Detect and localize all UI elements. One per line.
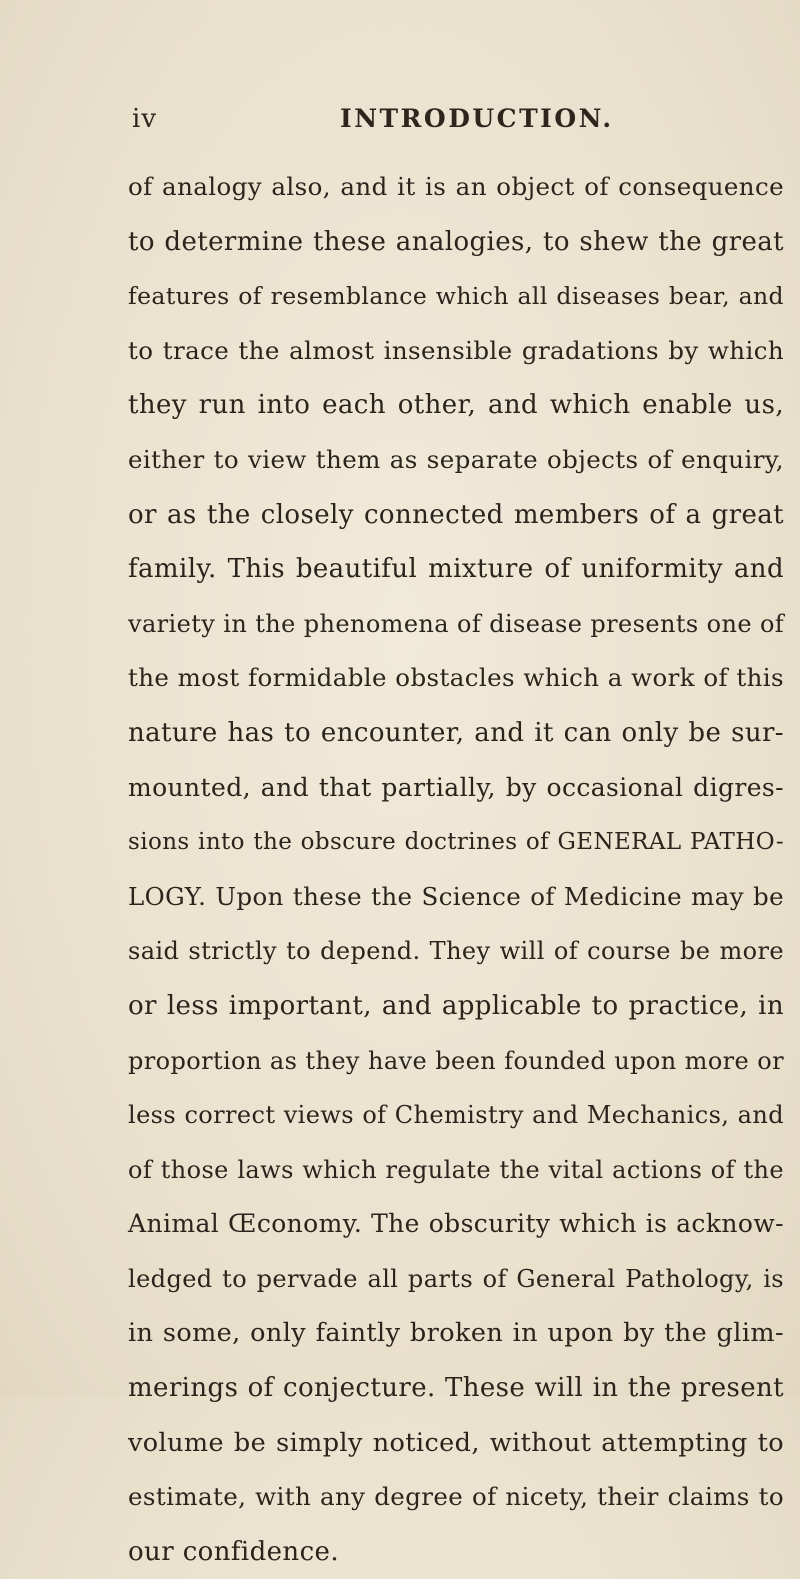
text-line: or less important, and applicable to practice, in xyxy=(128,990,784,1021)
page-number: iv xyxy=(132,104,158,134)
text-line: either to view them as separate objects of enquiry, xyxy=(128,444,784,474)
text-line: nature has to encounter, and it can only be sur- xyxy=(128,717,784,748)
text-line: to determine these analogies, to shew the great xyxy=(128,226,784,257)
text-line: of analogy also, and it is an object of consequence xyxy=(128,172,784,201)
text-line: of those laws which regulate the vital actions of the xyxy=(128,1155,784,1184)
text-line: the most formidable obstacles which a work of this xyxy=(128,663,784,693)
text-line: sions into the obscure doctrines of GENERAL PATHO- xyxy=(128,829,784,856)
running-head: INTRODUCTION. xyxy=(340,104,614,133)
text-line: said strictly to depend. They will of course be more xyxy=(128,937,784,966)
text-line: ledged to pervade all parts of General Pathology, is xyxy=(128,1264,784,1293)
text-line: less correct views of Chemistry and Mechanics, and xyxy=(128,1101,784,1130)
text-line: family. This beautiful mixture of uniformity and xyxy=(128,554,784,585)
text-line: in some, only faintly broken in upon by the glim- xyxy=(128,1318,784,1349)
text-line: mounted, and that partially, by occasional digres- xyxy=(128,772,784,802)
text-line: our confidence. xyxy=(128,1536,339,1567)
text-line: merings of conjecture. These will in the present xyxy=(128,1373,784,1404)
text-line: estimate, with any degree of nicety, their claims to xyxy=(128,1482,784,1512)
text-line: or as the closely connected members of a great xyxy=(128,499,784,530)
text-line: Animal Œconomy. The obscurity which is acknow- xyxy=(128,1209,784,1239)
text-line: volume be simply noticed, without attempting to xyxy=(128,1427,784,1458)
page-header xyxy=(132,104,772,144)
text-line: they run into each other, and which enable us, xyxy=(128,390,784,421)
text-line: LOGY. Upon these the Science of Medicine may be xyxy=(128,881,784,911)
text-line: to trace the almost insensible gradations by which xyxy=(128,335,784,365)
text-line: variety in the phenomena of disease presents one of xyxy=(128,609,785,638)
body-text xyxy=(128,160,784,1579)
text-line: features of resemblance which all diseases bear, and xyxy=(128,282,784,311)
text-line: proportion as they have been founded upon more or xyxy=(128,1046,784,1075)
